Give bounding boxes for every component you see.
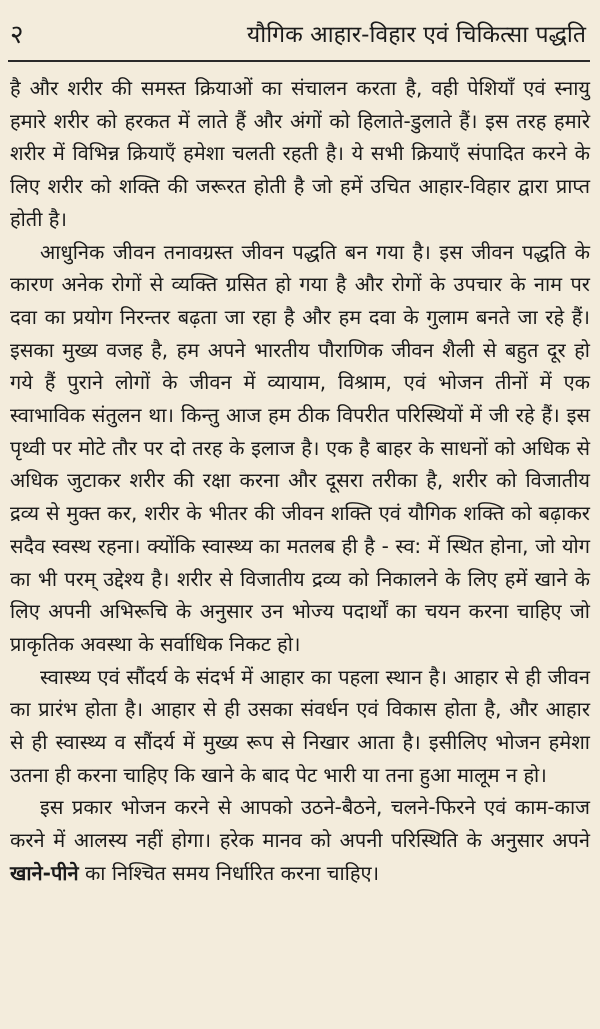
page-header (0, 0, 600, 60)
paragraph-4-text-end: का निश्चित समय निर्धारित करना चाहिए। (78, 860, 380, 885)
paragraph-4-text: इस प्रकार भोजन करने से आपको उठने-बैठने, चलने-फिरने एवं काम-काज करने में आलस्य नहीं होगा। हरेक मानव को अपनी परिस्थिति के अनुसार अपने (10, 795, 590, 853)
running-title: यौगिक आहार-विहार एवं चिकित्सा पद्धति (246, 22, 586, 48)
header-rule (8, 60, 590, 62)
body-text (10, 72, 590, 890)
bold-phrase: खाने-पीने (10, 860, 79, 885)
page-number: २ (10, 20, 24, 50)
paragraph-2: आधुनिक जीवन तनावग्रस्त जीवन पद्धति बन गया है। इस जीवन पद्धति के कारण अनेक रोगों से व्यक्ति ग्रसित हो गया है और रोगों के उपचार के नाम पर दवा का प्रयोग निरन्तर बढ़ता जा रहा है और हम दवा के गुलाम बनते जा रहे हैं। इसका मुख्य वजह है, हम अपने भारतीय पौराणिक जीवन शैली से बहुत दूर हो गये हैं पुराने लोगों के जीवन में व्यायाम, विश्राम, एवं भोजन तीनों में एक स्वाभाविक संतुलन था। किन्तु आज हम ठीक विपरीत परिस्थियों में जी रहे हैं। इस पृथ्वी पर मोटे तौर पर दो तरह के इलाज है। एक है बाहर के साधनों को अधिक से अधिक जुटाकर शरीर की रक्षा करना और दूसरा तरीका है, शरीर को विजातीय द्रव्य से मुक्त कर, शरीर के भीतर की जीवन शक्ति एवं यौगिक शक्ति को बढ़ाकर सदैव स्वस्थ रहना। क्योंकि स्वास्थ्य का मतलब ही है - स्व: में स्थित होना, जो योग का भी परम् उद्देश्य है। शरीर से विजातीय द्रव्य को निकालने के लिए हमें खाने के लिए अपनी अभिरूचि के अनुसार उन भोज्य पदार्थों का चयन करना चाहिए जो प्राकृतिक अवस्था के सर्वाधिक निकट हो। (10, 239, 590, 656)
paragraph-3: स्वास्थ्य एवं सौंदर्य के संदर्भ में आहार का पहला स्थान है। आहार से ही जीवन का प्रारंभ होता है। आहार से ही उसका संवर्धन एवं विकास होता है, और आहार से ही स्वास्थ्य व सौंदर्य में मुख्य रूप से निखार आता है। इसीलिए भोजन हमेशा उतना ही करना चाहिए कि खाने के बाद पेट भारी या तना हुआ मालूम न हो। (10, 664, 590, 787)
paragraph-4 (10, 791, 590, 889)
paragraph-1: है और शरीर की समस्त क्रियाओं का संचालन करता है, वही पेशियाँ एवं स्नायु हमारे शरीर को हरकत में लाते हैं और अंगों को हिलाते-डुलाते हैं। इस तरह हमारे शरीर में विभिन्न क्रियाएँ हमेशा चलती रहती है। ये सभी क्रियाएँ संपादित करने के लिए शरीर को शक्ति की जरूरत होती है जो हमें उचित आहार-विहार द्वारा प्राप्त होती है। (10, 76, 590, 231)
